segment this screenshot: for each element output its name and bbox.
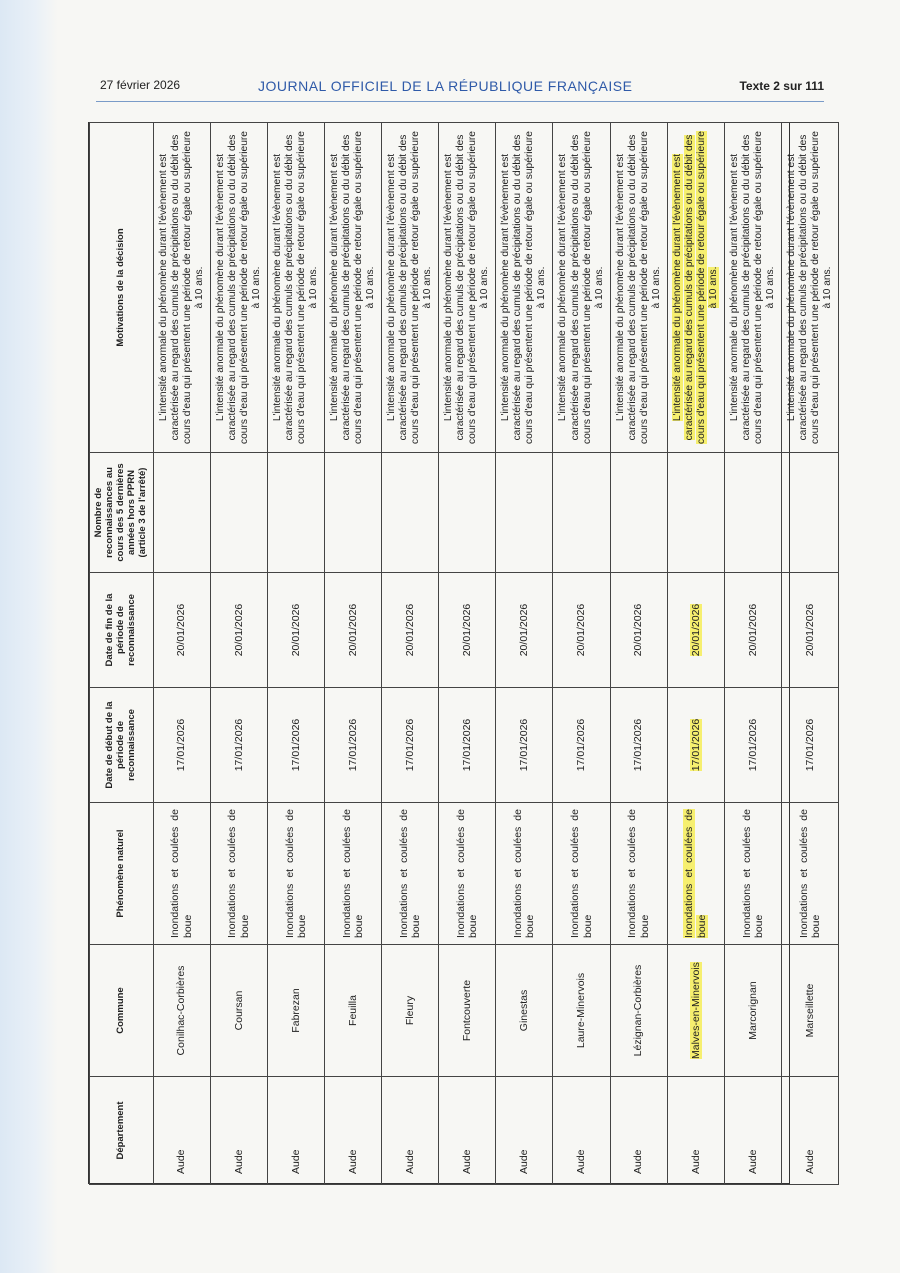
table-row <box>210 123 267 1185</box>
table-row <box>553 123 610 1185</box>
table-row <box>439 123 496 1185</box>
table-row <box>267 123 324 1185</box>
date-debut-cell: 17/01/2026 <box>553 688 610 803</box>
date-debut-cell <box>667 688 724 803</box>
phenomene-cell: Inondations et coulées de boue <box>439 803 496 945</box>
departement-cell: Aude <box>724 1077 781 1185</box>
nombre-cell <box>781 453 838 573</box>
departement-cell: Aude <box>210 1077 267 1185</box>
nombre-cell <box>439 453 496 573</box>
departement-cell: Aude <box>324 1077 381 1185</box>
commune-cell: Ginestas <box>496 945 553 1077</box>
date-fin-cell: 20/01/2026 <box>496 573 553 688</box>
decree-table-frame <box>88 122 834 1184</box>
motivation-cell: L'intensité anormale du phénomène durant l'évènement est caractérisée au regard des cumuls de précipitations ou du débit des cours d'eau qui présentent une période de retour égale ou supérieure à 10 ans. <box>324 123 381 453</box>
motivation-cell: L'intensité anormale du phénomène durant l'évènement est caractérisée au regard des cumuls de précipitations ou du débit des cours d'eau qui présentent une période de retour égale ou supérieure à 10 ans. <box>553 123 610 453</box>
date-debut-cell: 17/01/2026 <box>610 688 667 803</box>
motivation-cell: L'intensité anormale du phénomène durant l'évènement est caractérisée au regard des cumuls de précipitations ou du débit des cours d'eau qui présentent une période de retour égale ou supérieure à 10 ans. <box>781 123 838 453</box>
commune-cell: Fontcouverte <box>439 945 496 1077</box>
motivation-cell: L'intensité anormale du phénomène durant l'évènement est caractérisée au regard des cumuls de précipitations ou du débit des cours d'eau qui présentent une période de retour égale ou supérieure à 10 ans. <box>382 123 439 453</box>
date-fin-cell: 20/01/2026 <box>724 573 781 688</box>
phenomene-cell: Inondations et coulées de boue <box>210 803 267 945</box>
departement-cell: Aude <box>667 1077 724 1185</box>
column-header: Motivations de la décision <box>90 123 154 453</box>
table-row <box>781 123 838 1185</box>
date-fin-cell: 20/01/2026 <box>382 573 439 688</box>
phenomene-cell: Inondations et coulées de boue <box>610 803 667 945</box>
nombre-cell <box>210 453 267 573</box>
date-fin-cell: 20/01/2026 <box>439 573 496 688</box>
phenomene-cell <box>667 803 724 945</box>
journal-title: JOURNAL OFFICIEL DE LA RÉPUBLIQUE FRANÇAISE <box>258 78 633 94</box>
decree-table <box>89 122 839 1185</box>
table-row <box>724 123 781 1185</box>
phenomene-cell: Inondations et coulées de boue <box>267 803 324 945</box>
table-row <box>667 123 724 1185</box>
table-row <box>382 123 439 1185</box>
table-row <box>153 123 210 1185</box>
departement-cell: Aude <box>153 1077 210 1185</box>
nombre-cell <box>724 453 781 573</box>
commune-cell: Feuilla <box>324 945 381 1077</box>
motivation-cell <box>667 123 724 453</box>
phenomene-cell: Inondations et coulées de boue <box>724 803 781 945</box>
date-debut-cell: 17/01/2026 <box>781 688 838 803</box>
highlight-mark: Malves-en-Minervois <box>689 962 702 1059</box>
departement-cell: Aude <box>553 1077 610 1185</box>
date-fin-cell: 20/01/2026 <box>610 573 667 688</box>
nombre-cell <box>153 453 210 573</box>
phenomene-cell: Inondations et coulées de boue <box>324 803 381 945</box>
publication-date: 27 février 2026 <box>100 78 181 92</box>
commune-cell <box>667 945 724 1077</box>
date-fin-cell: 20/01/2026 <box>553 573 610 688</box>
phenomene-cell: Inondations et coulées de boue <box>153 803 210 945</box>
departement-cell: Aude <box>781 1077 838 1185</box>
phenomene-cell: Inondations et coulées de boue <box>553 803 610 945</box>
nombre-cell <box>324 453 381 573</box>
departement-cell: Aude <box>496 1077 553 1185</box>
date-fin-cell: 20/01/2026 <box>153 573 210 688</box>
motivation-cell: L'intensité anormale du phénomène durant l'évènement est caractérisée au regard des cumuls de précipitations ou du débit des cours d'eau qui présentent une période de retour égale ou supérieure à 10 ans. <box>610 123 667 453</box>
column-header: Date de début de la période de reconnaissance <box>90 688 154 803</box>
commune-cell: Lézignan-Corbières <box>610 945 667 1077</box>
nombre-cell <box>667 453 724 573</box>
highlight-mark: 17/01/2026 <box>689 718 702 772</box>
column-header: Nombre de reconnaissances au cours des 5 dernières années hors PPRN (article 3 de l'arrêté) <box>90 453 154 573</box>
rotated-table-wrapper <box>89 123 834 1185</box>
phenomene-cell: Inondations et coulées de boue <box>382 803 439 945</box>
page-header <box>96 70 824 100</box>
date-fin-cell: 20/01/2026 <box>781 573 838 688</box>
date-debut-cell: 17/01/2026 <box>153 688 210 803</box>
commune-cell: Conilhac-Corbières <box>153 945 210 1077</box>
motivation-cell: L'intensité anormale du phénomène durant l'évènement est caractérisée au regard des cumuls de précipitations ou du débit des cours d'eau qui présentent une période de retour égale ou supérieure à 10 ans. <box>496 123 553 453</box>
nombre-cell <box>553 453 610 573</box>
table-row <box>496 123 553 1185</box>
motivation-cell: L'intensité anormale du phénomène durant l'évènement est caractérisée au regard des cumuls de précipitations ou du débit des cours d'eau qui présentent une période de retour égale ou supérieure à 10 ans. <box>210 123 267 453</box>
highlight-mark: Inondations et coulées de boue <box>683 809 708 938</box>
date-debut-cell: 17/01/2026 <box>724 688 781 803</box>
date-fin-cell: 20/01/2026 <box>210 573 267 688</box>
table-row <box>324 123 381 1185</box>
date-fin-cell: 20/01/2026 <box>267 573 324 688</box>
phenomene-cell: Inondations et coulées de boue <box>781 803 838 945</box>
commune-cell: Marseillette <box>781 945 838 1077</box>
column-header: Date de fin de la période de reconnaissance <box>90 573 154 688</box>
table-row <box>610 123 667 1185</box>
date-debut-cell: 17/01/2026 <box>382 688 439 803</box>
nombre-cell <box>267 453 324 573</box>
departement-cell: Aude <box>610 1077 667 1185</box>
commune-cell: Fleury <box>382 945 439 1077</box>
departement-cell: Aude <box>382 1077 439 1185</box>
commune-cell: Marcorignan <box>724 945 781 1077</box>
commune-cell: Fabrezan <box>267 945 324 1077</box>
column-header: Commune <box>90 945 154 1077</box>
departement-cell: Aude <box>439 1077 496 1185</box>
highlight-mark: 20/01/2026 <box>689 603 702 657</box>
departement-cell: Aude <box>267 1077 324 1185</box>
text-number: Texte 2 sur 111 <box>739 79 824 93</box>
scan-edge-tint <box>0 0 58 1273</box>
date-fin-cell: 20/01/2026 <box>324 573 381 688</box>
motivation-cell: L'intensité anormale du phénomène durant l'évènement est caractérisée au regard des cumuls de précipitations ou du débit des cours d'eau qui présentent une période de retour égale ou supérieure à 10 ans. <box>153 123 210 453</box>
header-divider <box>96 101 824 102</box>
date-debut-cell: 17/01/2026 <box>267 688 324 803</box>
date-fin-cell <box>667 573 724 688</box>
nombre-cell <box>496 453 553 573</box>
nombre-cell <box>382 453 439 573</box>
column-header: Phénomène naturel <box>90 803 154 945</box>
table-header-row <box>90 123 154 1185</box>
motivation-cell: L'intensité anormale du phénomène durant l'évènement est caractérisée au regard des cumuls de précipitations ou du débit des cours d'eau qui présentent une période de retour égale ou supérieure à 10 ans. <box>439 123 496 453</box>
highlight-mark: L'intensité anormale du phénomène durant l'évènement est caractérisée au regard des cumuls de précipitations ou du débit des cours d'eau qui présentent une période de retour égale ou supérieure à 10 ans. <box>671 131 719 444</box>
date-debut-cell: 17/01/2026 <box>496 688 553 803</box>
commune-cell: Laure-Minervois <box>553 945 610 1077</box>
date-debut-cell: 17/01/2026 <box>210 688 267 803</box>
motivation-cell: L'intensité anormale du phénomène durant l'évènement est caractérisée au regard des cumuls de précipitations ou du débit des cours d'eau qui présentent une période de retour égale ou supérieure à 10 ans. <box>267 123 324 453</box>
date-debut-cell: 17/01/2026 <box>439 688 496 803</box>
date-debut-cell: 17/01/2026 <box>324 688 381 803</box>
commune-cell: Coursan <box>210 945 267 1077</box>
phenomene-cell: Inondations et coulées de boue <box>496 803 553 945</box>
nombre-cell <box>610 453 667 573</box>
motivation-cell: L'intensité anormale du phénomène durant l'évènement est caractérisée au regard des cumuls de précipitations ou du débit des cours d'eau qui présentent une période de retour égale ou supérieure à 10 ans. <box>724 123 781 453</box>
column-header: Département <box>90 1077 154 1185</box>
